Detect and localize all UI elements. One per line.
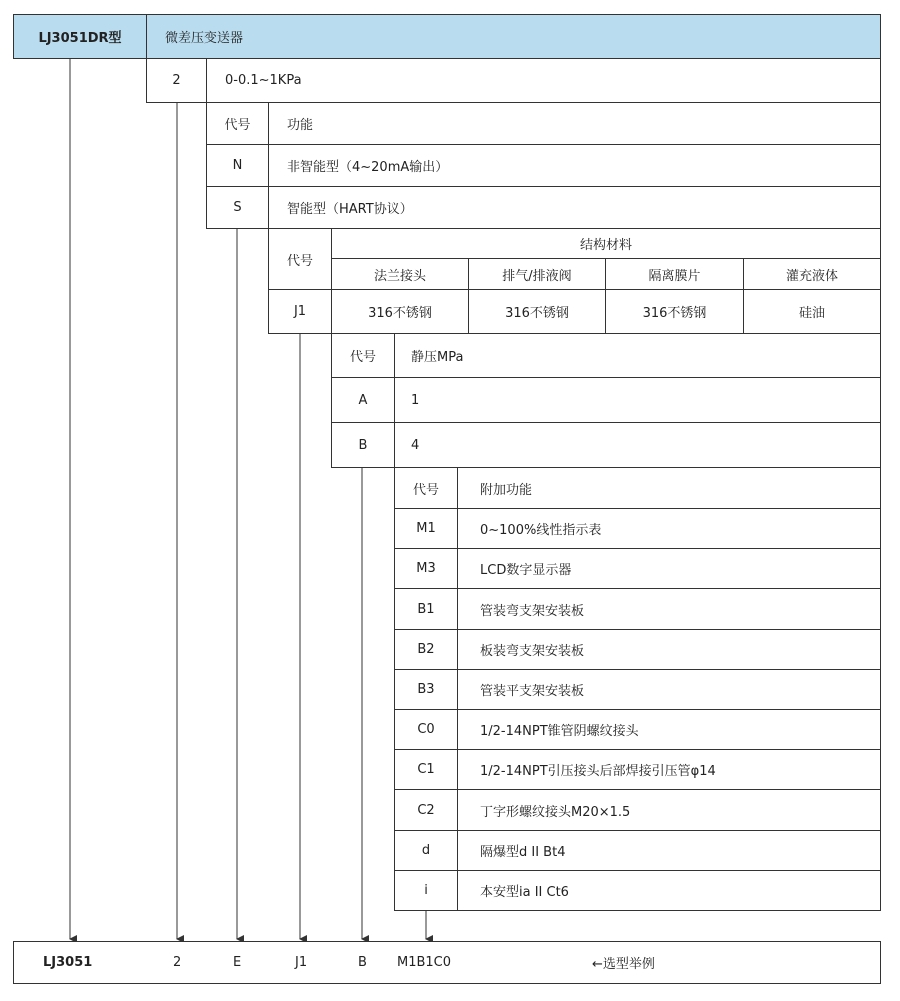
function-label-s: 智能型（HART协议） (287, 202, 413, 217)
extras-col-code (394, 467, 458, 509)
function-row-code (206, 144, 269, 187)
extras-code: B3 (417, 682, 435, 697)
example-extras: M1B1C0 (397, 955, 452, 970)
extras-code: C1 (417, 762, 435, 777)
extras-row-label (457, 789, 881, 831)
extras-code: B1 (417, 601, 435, 617)
material-value-fill: 硅油 (798, 306, 825, 321)
extras-label: 隔爆型d II Bt4 (480, 845, 566, 860)
function-col-name (268, 102, 881, 145)
pressure-row-code (331, 422, 395, 468)
extras-code: M3 (416, 561, 436, 576)
material-value (743, 289, 881, 334)
example-pressure: B (358, 955, 367, 970)
extras-row-label (457, 629, 881, 670)
pressure-col-code (331, 333, 395, 378)
extras-label: 1/2-14NPT引压接头后部焊接引压管φ14 (480, 764, 716, 779)
material-col-flange: 法兰接头 (373, 268, 426, 284)
example-note: ←选型举例 (592, 957, 655, 972)
extras-row-code (394, 709, 458, 750)
extras-label: 0~100%线性指示表 (480, 523, 602, 538)
material-col (331, 258, 469, 290)
extras-row-label (457, 588, 881, 630)
extras-code: M1 (416, 521, 436, 536)
pressure-col-code-label: 代号 (349, 350, 376, 365)
material-value (468, 289, 606, 334)
extras-row-code (394, 508, 458, 549)
range-value: 0-0.1~1KPa (225, 73, 302, 88)
pressure-row-code (331, 377, 395, 423)
material-col-fill: 灌充液体 (785, 268, 838, 284)
extras-row-code (394, 870, 458, 911)
material-title (331, 228, 881, 259)
material-code-j1: J1 (293, 304, 307, 319)
pressure-col-name (394, 333, 881, 378)
extras-code: B2 (417, 642, 435, 657)
example-func: E (233, 955, 242, 970)
function-col-code (206, 102, 269, 145)
extras-code: d (421, 843, 431, 858)
material-col-diaphragm: 隔离膜片 (648, 268, 701, 284)
extras-label: LCD数字显示器 (480, 563, 572, 578)
example-row (13, 941, 881, 984)
material-col-vent: 排气/排液阀 (502, 268, 572, 284)
example-material: J1 (295, 955, 308, 970)
extras-row-label (457, 870, 881, 911)
header-model-cell (13, 14, 147, 59)
material-row-code (268, 289, 332, 334)
material-value-vent: 316不锈钢 (505, 306, 569, 321)
pressure-value-a: 1 (411, 392, 420, 408)
function-code-n: N (232, 158, 243, 173)
extras-col-code-label: 代号 (412, 482, 439, 498)
extras-code: C2 (417, 802, 435, 818)
extras-row-label (457, 508, 881, 549)
extras-label: 管装弯支架安装板 (480, 603, 585, 619)
material-col-code (268, 228, 332, 290)
pressure-code-b: B (358, 437, 368, 453)
example-range: 2 (173, 955, 182, 970)
pressure-row-value (394, 422, 881, 468)
material-col (605, 258, 744, 290)
header-name-cell (146, 14, 881, 59)
function-row-label (268, 144, 881, 187)
range-code: 2 (172, 73, 181, 88)
extras-row-label (457, 709, 881, 750)
pressure-row-value (394, 377, 881, 423)
pressure-col-name-label: 静压MPa (411, 350, 464, 365)
function-row-code (206, 186, 269, 229)
function-code-s: S (233, 200, 242, 215)
function-col-name-label: 功能 (287, 118, 314, 133)
function-label-n: 非智能型（4~20mA输出） (287, 160, 449, 175)
extras-label: 本安型ia II Ct6 (480, 885, 569, 900)
extras-label: 1/2-14NPT锥管阴螺纹接头 (480, 724, 639, 739)
extras-label: 丁字形螺纹接头M20×1.5 (480, 804, 631, 820)
material-title-label: 结构材料 (579, 238, 632, 253)
extras-row-label (457, 669, 881, 710)
extras-label: 板装弯支架安装板 (480, 644, 585, 659)
material-value-diaphragm: 316不锈钢 (642, 306, 707, 321)
extras-row-code (394, 789, 458, 831)
extras-code: i (424, 883, 428, 898)
extras-row-label (457, 749, 881, 790)
extras-row-code (394, 548, 458, 589)
extras-col-name-label: 附加功能 (480, 482, 533, 498)
extras-label: 管装平支架安装板 (480, 684, 585, 699)
extras-col-name (457, 467, 881, 509)
material-col (743, 258, 881, 290)
material-col-code-label: 代号 (286, 253, 313, 269)
header-model: LJ3051DR型 (38, 31, 122, 46)
extras-row-label (457, 830, 881, 871)
pressure-code-a: A (358, 392, 368, 408)
material-col (468, 258, 606, 290)
extras-row-code (394, 669, 458, 710)
extras-row-label (457, 548, 881, 589)
function-row-label (268, 186, 881, 229)
extras-row-code (394, 629, 458, 670)
pressure-value-b: 4 (411, 437, 420, 453)
example-model: LJ3051 (43, 955, 93, 970)
extras-row-code (394, 588, 458, 630)
function-col-code-label: 代号 (224, 118, 251, 133)
extras-code: C0 (417, 722, 435, 737)
extras-row-code (394, 830, 458, 871)
range-value-cell (206, 58, 881, 103)
material-value-flange: 316不锈钢 (368, 306, 432, 321)
material-value (605, 289, 744, 334)
header-name: 微差压变送器 (165, 31, 244, 46)
extras-row-code (394, 749, 458, 790)
material-value (331, 289, 469, 334)
range-code-cell (146, 58, 207, 103)
